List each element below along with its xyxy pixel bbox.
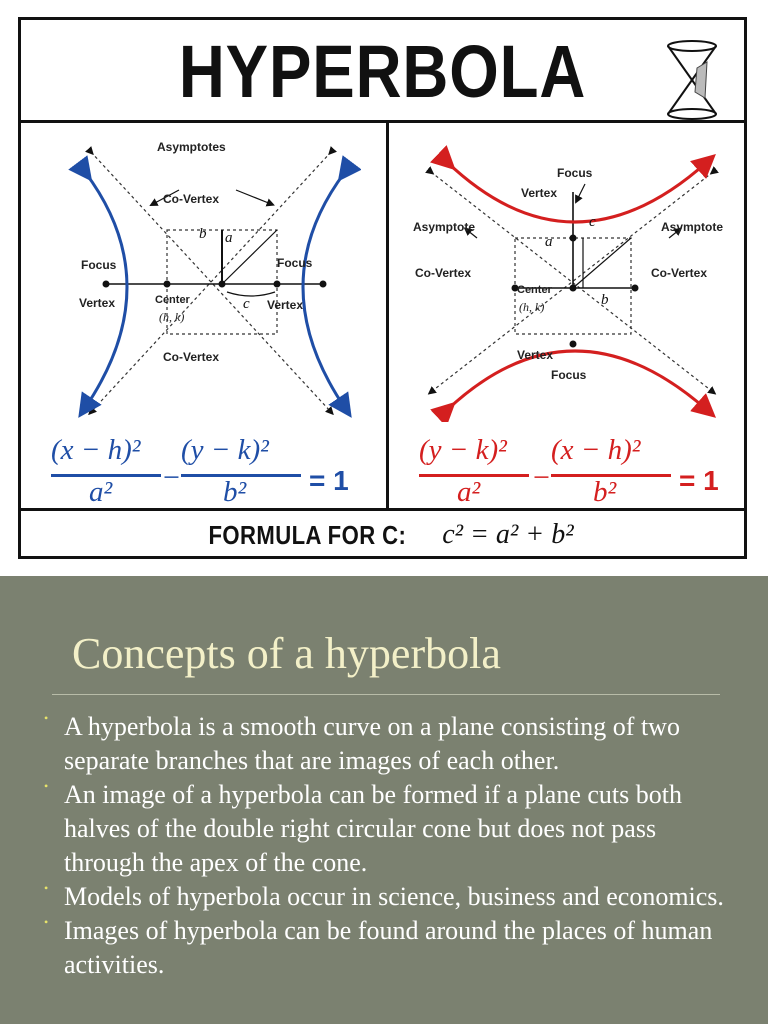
left-label-b: b — [199, 226, 207, 242]
right-eq-rhs: = 1 — [679, 465, 719, 496]
title-divider — [52, 694, 720, 695]
left-label-center-coords: (h, k) — [159, 310, 185, 324]
bullet-item: • An image of a hyperbola can be formed if a plane cuts both halves of the double right circular cone but does not pass through the apex of the cone. — [44, 779, 682, 877]
left-eq-num1: (x − h)² — [51, 434, 141, 466]
asymptote-r2 — [431, 172, 713, 392]
left-label-a: a — [225, 230, 233, 246]
left-label-co-vertex-top: Co-Vertex — [163, 192, 220, 206]
bullet-list — [44, 710, 734, 982]
left-eq-num2: (y − k)² — [181, 434, 269, 466]
slide-title: Concepts of a hyperbola — [72, 629, 501, 678]
bullet-item: • Models of hyperbola occur in science, business and economics. — [44, 881, 724, 911]
double-cone-icon — [661, 38, 723, 122]
right-label-vertex-top: Vertex — [521, 186, 558, 200]
divider-panels — [386, 123, 389, 510]
right-label-co-vertex-left: Co-Vertex — [415, 266, 472, 280]
focus-point-right — [320, 281, 327, 288]
right-label-center-coords: (h, k) — [519, 300, 545, 314]
left-equation — [45, 434, 375, 518]
left-eq-rhs: = 1 — [309, 465, 349, 496]
right-eq-num1: (y − k)² — [419, 434, 507, 466]
vertex-point-top — [570, 235, 577, 242]
right-label-c: c — [589, 214, 596, 230]
formula-expression: c² = a² + b² — [442, 519, 574, 550]
vertex-point-right — [274, 281, 281, 288]
right-label-asymptote-right: Asymptote — [661, 220, 724, 234]
left-label-focus-left: Focus — [81, 258, 117, 272]
vertex-point-bottom — [570, 341, 577, 348]
bullet-dot-icon: • — [44, 779, 49, 793]
left-label-c: c — [243, 296, 250, 312]
left-label-vertex-right: Vertex — [267, 298, 304, 312]
divider-title — [21, 120, 744, 123]
formula-label: FORMULA FOR C: — [208, 519, 407, 550]
left-label-focus-right: Focus — [277, 256, 313, 270]
left-label-co-vertex-bottom: Co-Vertex — [163, 350, 220, 364]
right-label-vertex-bottom: Vertex — [517, 348, 554, 362]
right-eq-den1: a² — [457, 476, 481, 508]
bullet-dot-icon: • — [44, 915, 49, 929]
left-label-asymptotes: Asymptotes — [157, 140, 226, 154]
bullet-item: • A hyperbola is a smooth curve on a plane consisting of two separate branches that are images of each other. — [44, 711, 680, 775]
vertex-point-left — [164, 281, 171, 288]
right-branch — [303, 172, 345, 408]
left-eq-den1: a² — [89, 476, 113, 508]
right-label-center: Center — [517, 284, 552, 296]
bullet-dot-icon: • — [44, 711, 49, 725]
right-eq-minus: − — [533, 461, 550, 494]
formula-for-c — [21, 513, 744, 557]
right-label-focus-top: Focus — [557, 166, 593, 180]
focus-point-left — [103, 281, 110, 288]
poster-title: HYPERBOLA — [178, 30, 587, 113]
right-equation — [413, 434, 743, 518]
right-label-b: b — [601, 292, 609, 308]
left-eq-minus: − — [163, 461, 180, 494]
left-label-vertex-left: Vertex — [79, 296, 116, 310]
left-branch — [85, 172, 127, 408]
right-label-a: a — [545, 234, 553, 250]
bullet-dot-icon: • — [44, 881, 49, 895]
right-eq-num2: (x − h)² — [551, 434, 641, 466]
left-eq-den2: b² — [223, 476, 247, 508]
right-eq-den2: b² — [593, 476, 617, 508]
left-label-center: Center — [155, 294, 190, 306]
right-label-co-vertex-right: Co-Vertex — [651, 266, 708, 280]
right-label-asymptote-left: Asymptote — [413, 220, 476, 234]
co-vertex-point-right — [632, 285, 639, 292]
left-hyperbola-diagram — [61, 132, 361, 422]
right-label-focus-bottom: Focus — [551, 368, 587, 382]
hyperbola-poster — [18, 17, 747, 559]
bullet-item: • Images of hyperbola can be found around the places of human activities. — [44, 915, 713, 979]
asymptote-r1 — [431, 172, 713, 392]
